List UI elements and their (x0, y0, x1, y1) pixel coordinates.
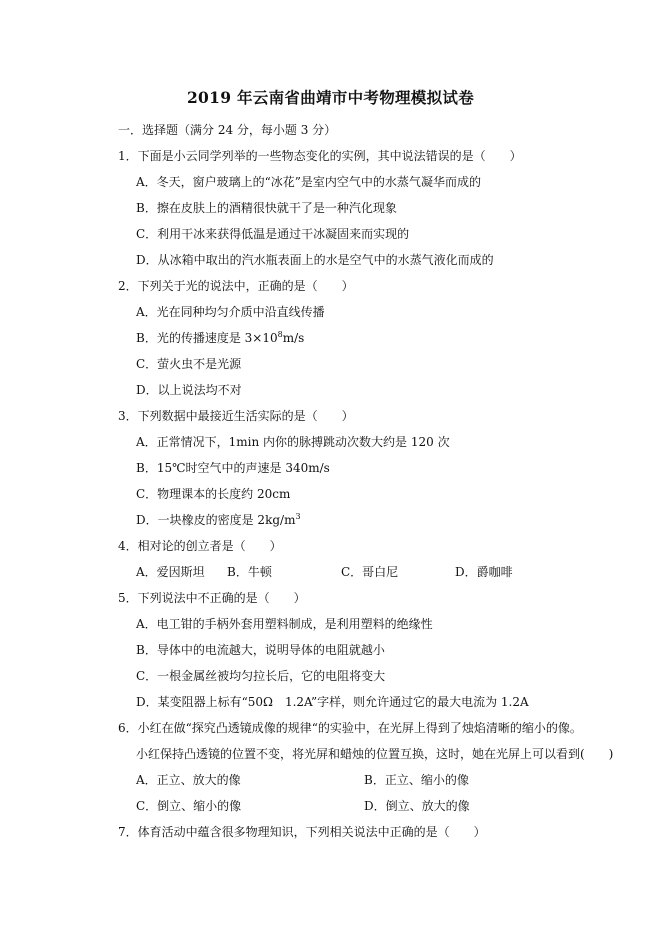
question-6-option-c: C．倒立、缩小的像 (136, 799, 242, 813)
exponent: 3 (295, 512, 301, 521)
exam-title: 2019 年云南省曲靖市中考物理模拟试卷 (186, 88, 475, 107)
question-3-stem: 3．下列数据中最接近生活实际的是（ ） (118, 409, 354, 423)
exponent: 8 (277, 330, 283, 339)
question-6-option-a: A．正立、放大的像 (136, 773, 241, 787)
question-2-option-c: C．萤火虫不是光源 (136, 357, 242, 371)
question-2-option-a: A．光在同种均匀介质中沿直线传播 (136, 305, 325, 319)
option-d-text: D．一块橡皮的密度是 2kg/m (136, 513, 296, 527)
question-4-option-d: D．爵咖啡 (455, 565, 513, 579)
option-b-text: B．光的传播速度是 3×10 (136, 331, 278, 345)
question-3-option-b: B．15℃时空气中的声速是 340m/s (136, 461, 330, 475)
question-6-stem: 6．小红在做“探究凸透镜成像的规律“的实验中，在光屏上得到了烛焰清晰的缩小的像。 (118, 721, 582, 735)
question-3-option-c: C．物理课本的长度约 20cm (136, 487, 291, 501)
question-5-option-c: C．一根金属丝被均匀拉长后，它的电阻将变大 (136, 669, 386, 683)
question-5-option-d: D．某变阻器上标有“50Ω 1.2A”字样，则允许通过它的最大电流为 1.2A (136, 695, 529, 709)
question-1-option-a: A．冬天，窗户玻璃上的“冰花”是室内空气中的水蒸气凝华而成的 (136, 175, 481, 189)
question-6-stem-continued: 小红保持凸透镜的位置不变，将光屏和蜡烛的位置互换，这时，她在光屏上可以看到( ) (136, 747, 614, 761)
question-5-option-b: B．导体中的电流越大，说明导体的电阻就越小 (136, 643, 385, 657)
question-4-stem: 4．相对论的创立者是（ ） (118, 539, 282, 553)
question-2-stem: 2．下列关于光的说法中，正确的是（ ） (118, 279, 354, 293)
option-b-unit: m/s (282, 331, 305, 345)
question-1-option-c: C．利用干冰来获得低温是通过干冰凝固来而实现的 (136, 227, 410, 241)
question-4-option-b: B．牛顿 (227, 565, 272, 579)
question-6-option-d: D．倒立、放大的像 (364, 799, 470, 813)
question-6-option-b: B．正立、缩小的像 (364, 773, 469, 787)
question-7-stem: 7．体育活动中蕴含很多物理知识，下列相关说法中正确的是（ ） (118, 825, 486, 839)
question-1-option-d: D．从冰箱中取出的汽水瓶表面上的水是空气中的水蒸气液化而成的 (136, 253, 494, 267)
question-4-option-a: A．爱因斯坦 (136, 565, 205, 579)
question-5-option-a: A．电工钳的手柄外套用塑料制成，是利用塑料的绝缘性 (136, 617, 433, 631)
question-1-stem: 1．下面是小云同学列举的一些物态变化的实例，其中说法错误的是（ ） (118, 149, 522, 163)
question-3-option-a: A．正常情况下，1min 内你的脉搏跳动次数大约是 120 次 (136, 435, 450, 449)
question-2-option-d: D．以上说法均不对 (136, 383, 242, 397)
question-3-option-d (136, 512, 301, 528)
question-1-option-b: B．擦在皮肤上的酒精很快就干了是一种汽化现象 (136, 201, 397, 215)
question-2-option-b (136, 330, 304, 346)
question-5-stem: 5．下列说法中不正确的是（ ） (118, 591, 306, 605)
question-4-option-c: C．哥白尼 (341, 565, 399, 579)
section-heading: 一．选择题（满分 24 分，每小题 3 分） (118, 123, 337, 137)
